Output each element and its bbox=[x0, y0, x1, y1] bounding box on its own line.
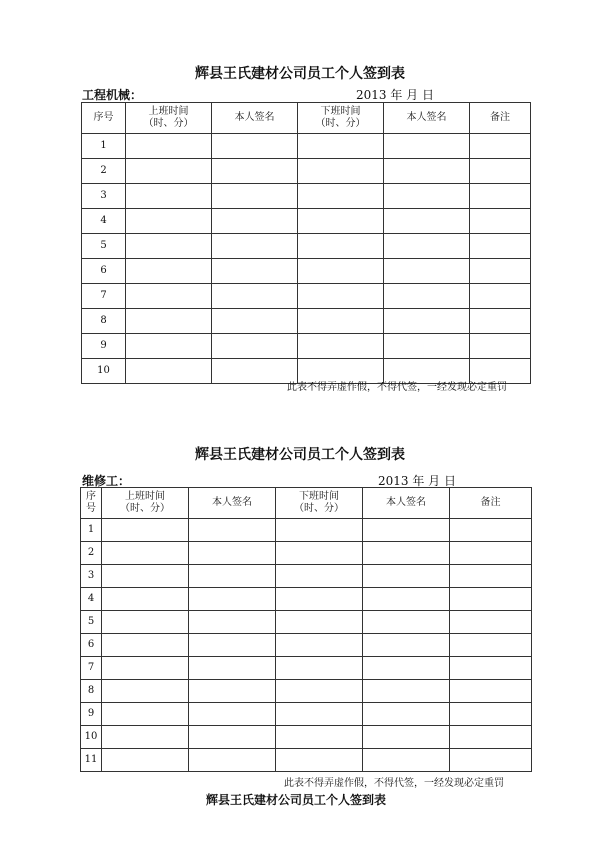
blank-cell bbox=[470, 234, 531, 259]
sheet1-title: 辉县王氏建材公司员工个人签到表 bbox=[195, 66, 405, 82]
sheet1-date: 2013 年 月 日 bbox=[356, 88, 434, 102]
blank-cell bbox=[470, 309, 531, 334]
row-number: 7 bbox=[82, 284, 126, 309]
blank-cell bbox=[126, 234, 212, 259]
table-row bbox=[81, 680, 532, 703]
blank-cell bbox=[363, 588, 450, 611]
blank-cell bbox=[298, 159, 384, 184]
blank-cell bbox=[276, 749, 363, 772]
blank-cell bbox=[276, 611, 363, 634]
footer-title: 辉县王氏建材公司员工个人签到表 bbox=[206, 793, 387, 807]
blank-cell bbox=[189, 611, 276, 634]
blank-cell bbox=[276, 657, 363, 680]
row-number: 2 bbox=[82, 159, 126, 184]
row-number: 7 bbox=[81, 657, 102, 680]
blank-cell bbox=[298, 309, 384, 334]
table-row bbox=[82, 309, 531, 334]
blank-cell bbox=[212, 209, 298, 234]
blank-cell bbox=[470, 209, 531, 234]
blank-cell bbox=[276, 703, 363, 726]
blank-cell bbox=[189, 657, 276, 680]
blank-cell bbox=[189, 749, 276, 772]
row-number: 2 bbox=[81, 542, 102, 565]
sheet1-department: 工程机械： bbox=[82, 88, 143, 102]
sheet1-note: 此表不得弄虚作假，不得代签，一经发现必定重罚 bbox=[287, 382, 507, 393]
blank-cell bbox=[298, 184, 384, 209]
start-time-header: 上班时间 （时、分） bbox=[102, 488, 189, 519]
blank-cell bbox=[298, 334, 384, 359]
blank-cell bbox=[298, 259, 384, 284]
blank-cell bbox=[450, 680, 532, 703]
blank-cell bbox=[276, 565, 363, 588]
blank-cell bbox=[384, 234, 470, 259]
sheet2-department: 维修工： bbox=[82, 474, 131, 488]
table-row bbox=[81, 565, 532, 588]
blank-cell bbox=[276, 542, 363, 565]
blank-cell bbox=[363, 565, 450, 588]
blank-cell bbox=[189, 703, 276, 726]
row-number: 10 bbox=[82, 359, 126, 384]
blank-cell bbox=[450, 588, 532, 611]
blank-cell bbox=[298, 234, 384, 259]
blank-cell bbox=[363, 542, 450, 565]
blank-cell bbox=[470, 159, 531, 184]
blank-cell bbox=[298, 134, 384, 159]
table-row bbox=[82, 284, 531, 309]
blank-cell bbox=[212, 184, 298, 209]
blank-cell bbox=[102, 611, 189, 634]
row-number: 10 bbox=[81, 726, 102, 749]
table-row bbox=[81, 749, 532, 772]
sheet2-note: 此表不得弄虚作假，不得代签，一经发现必定重罚 bbox=[284, 778, 504, 789]
blank-cell bbox=[384, 334, 470, 359]
signature-header: 本人签名 bbox=[212, 103, 298, 134]
blank-cell bbox=[363, 657, 450, 680]
blank-cell bbox=[126, 334, 212, 359]
row-number: 3 bbox=[81, 565, 102, 588]
row-number: 6 bbox=[82, 259, 126, 284]
table-row bbox=[81, 657, 532, 680]
blank-cell bbox=[126, 159, 212, 184]
blank-cell bbox=[384, 134, 470, 159]
blank-cell bbox=[212, 309, 298, 334]
blank-cell bbox=[384, 184, 470, 209]
blank-cell bbox=[363, 749, 450, 772]
remark-header: 备注 bbox=[450, 488, 532, 519]
blank-cell bbox=[470, 134, 531, 159]
blank-cell bbox=[102, 703, 189, 726]
table-row bbox=[81, 634, 532, 657]
blank-cell bbox=[363, 519, 450, 542]
blank-cell bbox=[276, 726, 363, 749]
blank-cell bbox=[470, 184, 531, 209]
row-number: 4 bbox=[81, 588, 102, 611]
blank-cell bbox=[102, 542, 189, 565]
end-time-header: 下班时间 （时、分） bbox=[276, 488, 363, 519]
blank-cell bbox=[363, 680, 450, 703]
table-row bbox=[81, 588, 532, 611]
blank-cell bbox=[384, 309, 470, 334]
sheet2-table bbox=[80, 487, 532, 772]
blank-cell bbox=[450, 634, 532, 657]
seq-header: 序 号 bbox=[81, 488, 102, 519]
blank-cell bbox=[384, 209, 470, 234]
blank-cell bbox=[102, 565, 189, 588]
blank-cell bbox=[212, 259, 298, 284]
end-time-header: 下班时间 （时、分） bbox=[298, 103, 384, 134]
blank-cell bbox=[450, 657, 532, 680]
row-number: 4 bbox=[82, 209, 126, 234]
blank-cell bbox=[126, 259, 212, 284]
blank-cell bbox=[126, 134, 212, 159]
blank-cell bbox=[212, 134, 298, 159]
blank-cell bbox=[212, 334, 298, 359]
blank-cell bbox=[298, 209, 384, 234]
blank-cell bbox=[470, 284, 531, 309]
blank-cell bbox=[276, 519, 363, 542]
blank-cell bbox=[102, 519, 189, 542]
blank-cell bbox=[126, 184, 212, 209]
row-number: 8 bbox=[82, 309, 126, 334]
blank-cell bbox=[212, 359, 298, 384]
row-number: 9 bbox=[82, 334, 126, 359]
blank-cell bbox=[450, 542, 532, 565]
row-number: 5 bbox=[82, 234, 126, 259]
blank-cell bbox=[189, 634, 276, 657]
blank-cell bbox=[189, 565, 276, 588]
blank-cell bbox=[470, 259, 531, 284]
row-number: 9 bbox=[81, 703, 102, 726]
row-number: 1 bbox=[81, 519, 102, 542]
blank-cell bbox=[126, 284, 212, 309]
start-time-header: 上班时间 （时、分） bbox=[126, 103, 212, 134]
blank-cell bbox=[363, 703, 450, 726]
table-row bbox=[81, 542, 532, 565]
blank-cell bbox=[102, 680, 189, 703]
blank-cell bbox=[384, 159, 470, 184]
blank-cell bbox=[126, 309, 212, 334]
sheet2-date: 2013 年 月 日 bbox=[378, 474, 456, 488]
blank-cell bbox=[126, 209, 212, 234]
table-row bbox=[82, 184, 531, 209]
blank-cell bbox=[450, 565, 532, 588]
row-number: 8 bbox=[81, 680, 102, 703]
sheet2-title: 辉县王氏建材公司员工个人签到表 bbox=[195, 447, 405, 463]
sheet1-header-row bbox=[82, 103, 531, 134]
remark-header: 备注 bbox=[470, 103, 531, 134]
blank-cell bbox=[276, 680, 363, 703]
sheet2-header-row bbox=[81, 488, 532, 519]
blank-cell bbox=[276, 588, 363, 611]
blank-cell bbox=[102, 726, 189, 749]
table-row bbox=[81, 703, 532, 726]
row-number: 5 bbox=[81, 611, 102, 634]
blank-cell bbox=[189, 726, 276, 749]
blank-cell bbox=[450, 519, 532, 542]
blank-cell bbox=[450, 749, 532, 772]
blank-cell bbox=[363, 726, 450, 749]
blank-cell bbox=[189, 519, 276, 542]
blank-cell bbox=[212, 159, 298, 184]
blank-cell bbox=[126, 359, 212, 384]
blank-cell bbox=[450, 703, 532, 726]
blank-cell bbox=[189, 542, 276, 565]
table-row bbox=[82, 209, 531, 234]
row-number: 11 bbox=[81, 749, 102, 772]
sheet1-table bbox=[81, 102, 531, 384]
blank-cell bbox=[102, 749, 189, 772]
table-row bbox=[81, 726, 532, 749]
blank-cell bbox=[102, 657, 189, 680]
signature-header: 本人签名 bbox=[363, 488, 450, 519]
row-number: 6 bbox=[81, 634, 102, 657]
table-row bbox=[82, 334, 531, 359]
table-row bbox=[81, 611, 532, 634]
blank-cell bbox=[384, 259, 470, 284]
blank-cell bbox=[102, 634, 189, 657]
blank-cell bbox=[470, 334, 531, 359]
row-number: 1 bbox=[82, 134, 126, 159]
blank-cell bbox=[384, 284, 470, 309]
blank-cell bbox=[450, 611, 532, 634]
blank-cell bbox=[450, 726, 532, 749]
signature-header: 本人签名 bbox=[384, 103, 470, 134]
blank-cell bbox=[363, 611, 450, 634]
blank-cell bbox=[298, 284, 384, 309]
table-row bbox=[82, 134, 531, 159]
blank-cell bbox=[212, 284, 298, 309]
table-row bbox=[81, 519, 532, 542]
blank-cell bbox=[189, 680, 276, 703]
seq-header: 序号 bbox=[82, 103, 126, 134]
blank-cell bbox=[363, 634, 450, 657]
blank-cell bbox=[102, 588, 189, 611]
row-number: 3 bbox=[82, 184, 126, 209]
signature-header: 本人签名 bbox=[189, 488, 276, 519]
blank-cell bbox=[189, 588, 276, 611]
table-row bbox=[82, 259, 531, 284]
blank-cell bbox=[276, 634, 363, 657]
table-row bbox=[82, 159, 531, 184]
blank-cell bbox=[212, 234, 298, 259]
table-row bbox=[82, 234, 531, 259]
